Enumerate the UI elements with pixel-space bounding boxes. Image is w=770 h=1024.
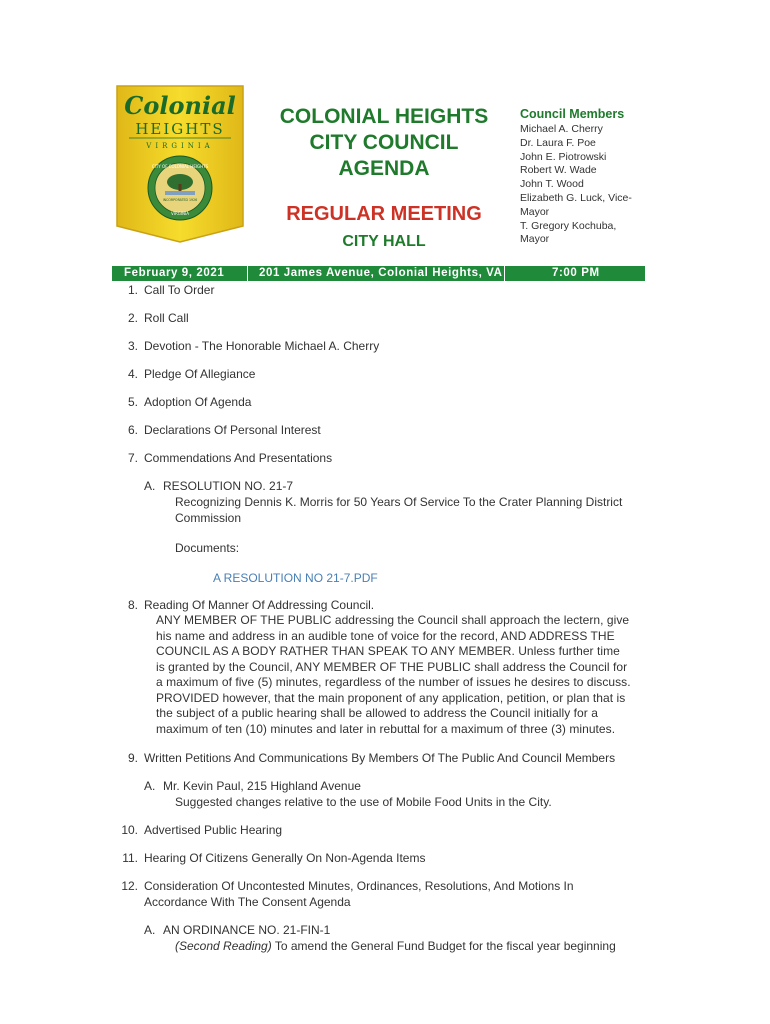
agenda-item-number: 8. — [127, 598, 138, 612]
meeting-time: 7:00 PM — [552, 267, 600, 279]
subitem-description — [116, 938, 646, 954]
council-member: Elizabeth G. Luck, Vice- — [520, 191, 632, 204]
rules-line: is granted by the Council, ANY MEMBER OF THE PUBLIC shall address the Council for — [156, 659, 628, 674]
subitem-letter: A. — [144, 479, 156, 493]
subitem-title: RESOLUTION NO. 21-7 — [163, 479, 294, 493]
subitem-letter: A. — [144, 779, 156, 793]
agenda-item-title: Roll Call — [144, 311, 189, 325]
council-members-list — [520, 123, 645, 247]
subitem-title: Mr. Kevin Paul, 215 Highland Avenue — [163, 779, 361, 793]
agenda-item — [116, 338, 646, 354]
reading-label: (Second Reading) — [175, 939, 272, 953]
agenda-item-continuation — [116, 894, 646, 910]
agenda-item-number: 5. — [127, 395, 138, 409]
agenda-item-title: Devotion - The Honorable Michael A. Cherry — [144, 339, 380, 353]
agenda-item-title: Advertised Public Hearing — [144, 823, 283, 837]
agenda-item-number: 12. — [121, 879, 138, 893]
agenda-item-number: 1. — [127, 283, 138, 297]
logo-state-word: VIRGINIA — [146, 142, 214, 150]
rules-line: the subject of a public hearing shall be allowed to address the Council initially for a — [156, 706, 598, 720]
agenda-item-title: Hearing Of Citizens Generally On Non-Agenda Items — [144, 851, 426, 865]
rules-line: a maximum of five (5) minutes, regardless of the number of issues he desires to discuss. — [156, 675, 631, 689]
colonial-heights-logo — [115, 84, 245, 244]
title-line-1: COLONIAL HEIGHTS — [279, 105, 489, 128]
resolution-document-link[interactable]: A RESOLUTION NO 21-7.PDF — [213, 571, 378, 585]
agenda-item — [116, 822, 646, 838]
title-line-3: AGENDA — [338, 157, 430, 180]
subitem-description: Suggested changes relative to the use of Mobile Food Units in the City. — [175, 795, 552, 809]
rules-line: PROVIDED however, that the main proponent of any application, petition, or plan that is — [156, 690, 626, 705]
agenda-item — [116, 597, 646, 613]
agenda-item-number: 9. — [127, 751, 138, 765]
agenda-subitem — [116, 922, 646, 938]
agenda-item — [116, 366, 646, 382]
agenda-item-number: 6. — [127, 423, 138, 437]
agenda-item-title: Commendations And Presentations — [144, 451, 333, 465]
meeting-type: REGULAR MEETING — [286, 203, 482, 225]
agenda-item — [116, 422, 646, 438]
agenda-item-number: 7. — [127, 451, 138, 465]
city-seal-icon — [148, 156, 212, 220]
meeting-address: 201 James Avenue, Colonial Heights, VA — [259, 267, 503, 279]
agenda-item-title: Declarations Of Personal Interest — [144, 423, 321, 437]
agenda-item-title: Call To Order — [144, 283, 215, 297]
agenda-item-title: Written Petitions And Communications By Members Of The Public And Council Members — [144, 751, 616, 765]
agenda-item — [116, 878, 646, 894]
rules-line: maximum of ten (10) minutes and later in rebuttal for a maximum of three (3) minutes. — [156, 721, 616, 736]
meeting-info-bar — [112, 266, 645, 281]
council-member: T. Gregory Kochuba, — [520, 219, 617, 232]
agenda-item-title: Pledge Of Allegiance — [144, 367, 256, 381]
agenda-item — [116, 850, 646, 866]
subitem-description: Recognizing Dennis K. Morris for 50 Years Of Service To the Crater Planning District — [175, 495, 623, 509]
bar-divider — [247, 266, 248, 281]
addressing-council-rules — [116, 613, 646, 737]
agenda-item-number: 11. — [122, 851, 138, 865]
seal-bottom-text: VIRGINIA — [171, 211, 189, 216]
seal-text: CITY OF COLONIAL HEIGHTS — [151, 164, 209, 169]
agenda-subitem — [116, 778, 646, 794]
rules-line: ANY MEMBER OF THE PUBLIC addressing the Council shall approach the lectern, give — [156, 613, 630, 627]
agenda-item-title: Adoption Of Agenda — [144, 395, 252, 409]
ordinance-description: To amend the General Fund Budget for the fiscal year beginning — [274, 939, 616, 953]
rules-line: his name and address in an audible tone of voice for the record, AND ADDRESS THE — [156, 628, 615, 643]
subitem-title: AN ORDINANCE NO. 21-FIN-1 — [163, 923, 331, 937]
documents-label: Documents: — [175, 541, 240, 555]
agenda-item — [116, 750, 646, 766]
council-member: Mayor — [520, 233, 550, 246]
agenda-item-number: 4. — [127, 367, 138, 381]
council-member: Michael A. Cherry — [520, 123, 603, 135]
council-member: Robert W. Wade — [520, 164, 597, 177]
council-member: John T. Wood — [520, 178, 584, 191]
agenda-item-title: Reading Of Manner Of Addressing Council. — [144, 598, 375, 612]
subitem-letter: A. — [144, 923, 156, 937]
agenda-item-title-continued: Accordance With The Consent Agenda — [144, 895, 351, 909]
agenda-item — [116, 310, 646, 326]
council-members-heading: Council Members — [520, 107, 625, 121]
council-member: John E. Piotrowski — [520, 150, 607, 163]
agenda-item-number: 3. — [127, 339, 138, 353]
bar-divider — [504, 266, 505, 281]
agenda-item — [116, 394, 646, 410]
agenda-item-number: 2. — [127, 311, 138, 325]
meeting-date: February 9, 2021 — [124, 267, 225, 279]
seal-sub-text: INCORPORATED 1926 — [162, 198, 198, 202]
agenda-item-title: Consideration Of Uncontested Minutes, Ordinances, Resolutions, And Motions In — [144, 879, 574, 893]
title-line-2: CITY COUNCIL — [309, 131, 459, 154]
agenda-item-number: 10. — [121, 823, 138, 837]
council-member: Dr. Laura F. Poe — [520, 136, 596, 149]
agenda-item — [116, 282, 646, 298]
logo-top-word: Colonial — [124, 91, 236, 120]
subitem-description: Commission — [175, 511, 242, 525]
agenda-subitem — [116, 478, 646, 494]
agenda-list — [116, 282, 646, 954]
council-members-panel — [520, 107, 645, 247]
meeting-location: CITY HALL — [342, 233, 426, 250]
agenda-item — [116, 450, 646, 466]
council-member: Mayor — [520, 205, 550, 218]
logo-banner-graphic — [115, 84, 245, 244]
agenda-title-block — [268, 104, 500, 252]
rules-line: COUNCIL AS A BODY RATHER THAN SPEAK TO ANY MEMBER. Unless further time — [156, 644, 620, 658]
logo-mid-word: HEIGHTS — [135, 120, 225, 138]
